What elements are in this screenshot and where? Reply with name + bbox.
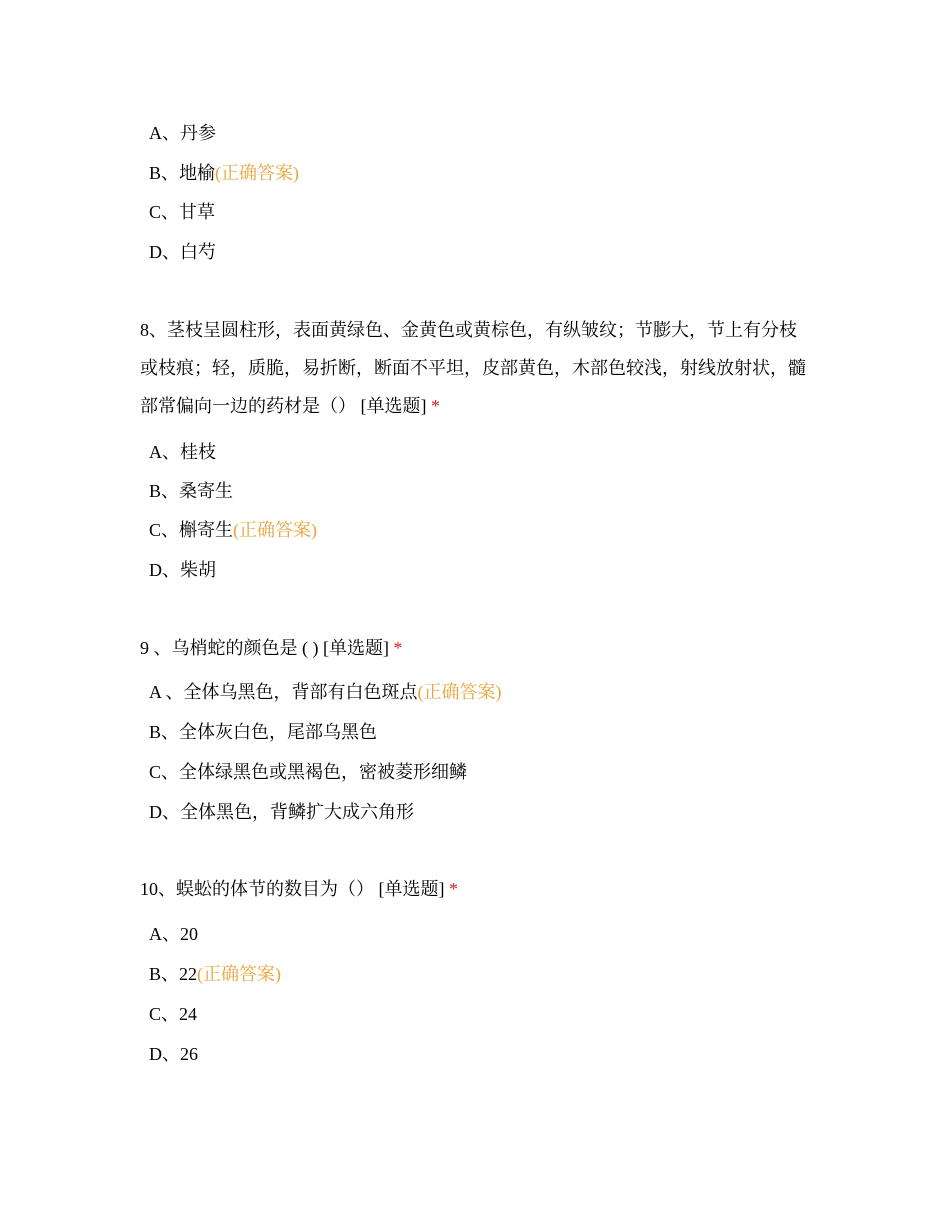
option-text: 24 bbox=[179, 1004, 198, 1024]
option-d bbox=[149, 1040, 198, 1068]
option-letter: B、 bbox=[149, 481, 180, 501]
option-letter: A 、 bbox=[149, 682, 184, 702]
option-letter: A、 bbox=[149, 924, 180, 944]
option-letter: D、 bbox=[149, 560, 180, 580]
option-text: 全体黑色，背鳞扩大成六角形 bbox=[180, 802, 414, 822]
option-letter: C、 bbox=[149, 202, 180, 222]
option-text: 20 bbox=[180, 924, 198, 944]
option-c bbox=[149, 1000, 197, 1028]
question-8 bbox=[140, 311, 810, 425]
option-a bbox=[149, 678, 502, 706]
option-text: 全体绿黑色或黑褐色，密被菱形细鳞 bbox=[179, 762, 468, 782]
correct-answer-mark: (正确答案) bbox=[197, 964, 282, 984]
correct-answer-mark: (正确答案) bbox=[233, 520, 318, 540]
option-text: 地榆 bbox=[179, 163, 216, 183]
option-letter: B、 bbox=[149, 163, 180, 183]
option-text: 26 bbox=[180, 1044, 198, 1064]
option-text: 全体乌黑色，背部有白色斑点 bbox=[183, 682, 418, 702]
question-9 bbox=[140, 629, 810, 667]
option-text: 柴胡 bbox=[180, 560, 216, 580]
option-text: 白芍 bbox=[180, 242, 216, 262]
option-letter: D、 bbox=[149, 802, 180, 822]
correct-answer-mark: (正确答案) bbox=[215, 163, 300, 183]
option-letter: C、 bbox=[149, 762, 180, 782]
correct-answer-mark: (正确答案) bbox=[417, 682, 502, 702]
option-letter: A、 bbox=[149, 123, 180, 143]
option-c bbox=[149, 758, 467, 786]
option-letter: B、 bbox=[149, 964, 180, 984]
option-letter: D、 bbox=[149, 242, 180, 262]
option-d bbox=[149, 798, 414, 826]
question-text: 8、茎枝呈圆柱形，表面黄绿色、金黄色或黄棕色，有纵皱纹；节膨大，节上有分枝或枝痕；轻，质脆，易折断，断面不平坦，皮部黄色，木部色较浅，射线放射状，髓部常偏向一边的药材是（） [单选题] bbox=[140, 320, 806, 416]
option-a bbox=[149, 119, 216, 147]
option-letter: C、 bbox=[149, 1004, 180, 1024]
required-asterisk: * bbox=[393, 638, 403, 658]
option-a bbox=[149, 920, 198, 948]
option-a bbox=[149, 438, 216, 466]
option-b bbox=[149, 960, 281, 988]
option-text: 桂枝 bbox=[180, 442, 216, 462]
option-d bbox=[149, 556, 216, 584]
option-c bbox=[149, 198, 215, 226]
option-text: 丹参 bbox=[180, 123, 216, 143]
option-letter: C、 bbox=[149, 520, 180, 540]
option-letter: A、 bbox=[149, 442, 180, 462]
option-text: 甘草 bbox=[179, 202, 216, 222]
option-b bbox=[149, 718, 377, 746]
option-c bbox=[149, 516, 317, 544]
option-d bbox=[149, 238, 216, 266]
required-asterisk: * bbox=[449, 879, 458, 899]
question-10 bbox=[140, 870, 810, 908]
option-b bbox=[149, 477, 233, 505]
question-text: 9 、乌梢蛇的颜色是 ( ) [单选题] bbox=[140, 638, 394, 658]
option-letter: B、 bbox=[149, 722, 180, 742]
required-asterisk: * bbox=[431, 396, 440, 416]
option-text: 桑寄生 bbox=[179, 481, 234, 501]
option-text: 22 bbox=[179, 964, 198, 984]
option-text: 全体灰白色，尾部乌黑色 bbox=[179, 722, 378, 742]
question-text: 10、蜈蚣的体节的数目为（） [单选题] bbox=[140, 879, 449, 899]
option-b bbox=[149, 159, 299, 187]
option-letter: D、 bbox=[149, 1044, 180, 1064]
option-text: 槲寄生 bbox=[179, 520, 234, 540]
